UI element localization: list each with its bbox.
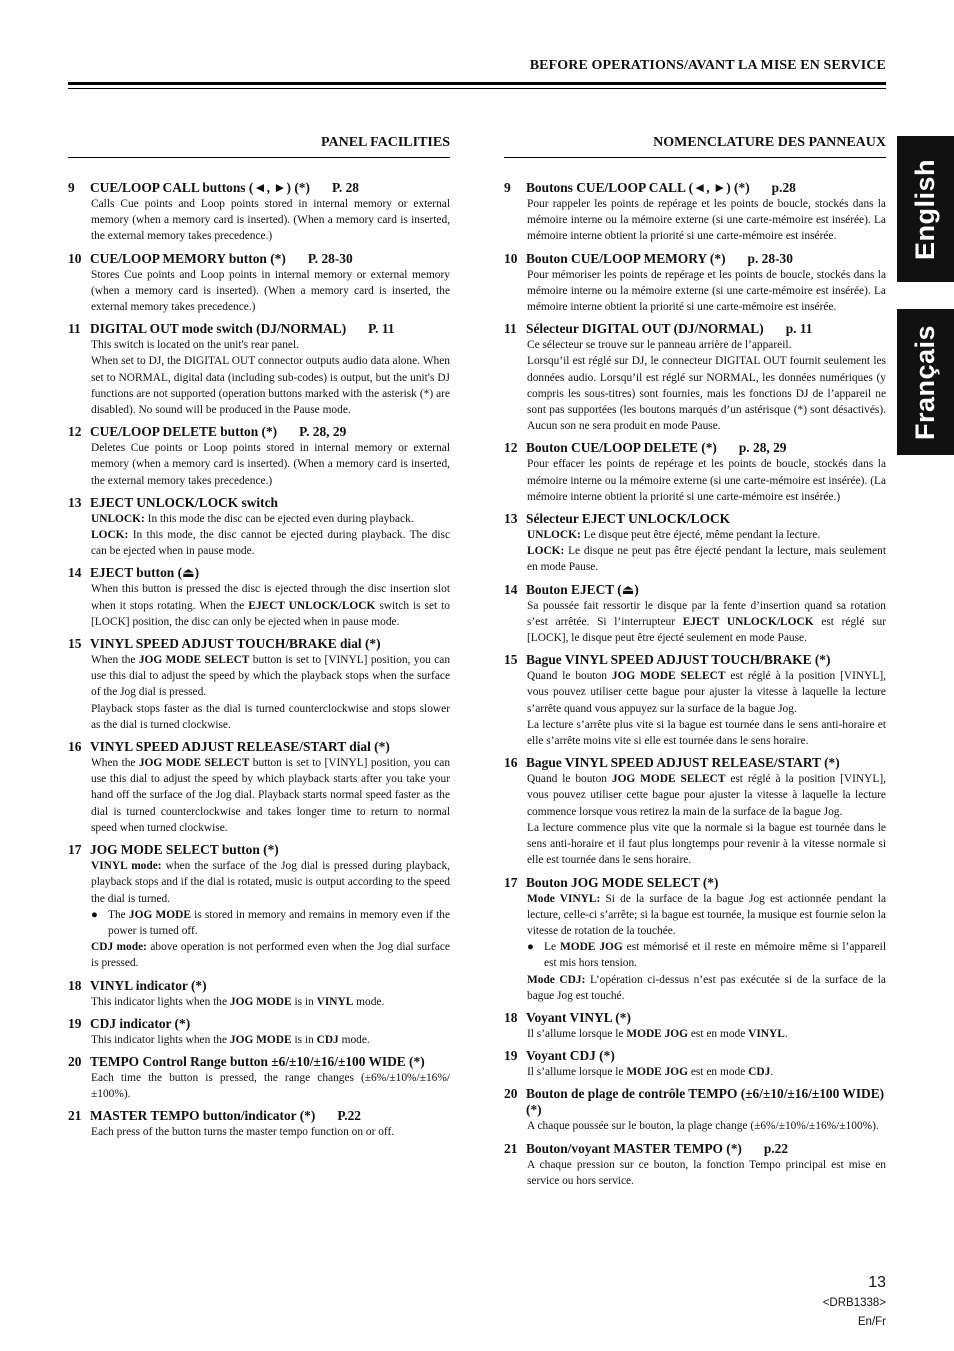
list-item: 10 Bouton CUE/LOOP MEMORY (*) p. 28-30 Pour mémoriser les points de repérage et les points de boucle, stockés dans la mémoire interne ou la mémoire externe (si une carte-mémoire est insérée). La mémoire interne obtient la priorité si une carte-mémoire est insérée. bbox=[504, 250, 886, 314]
list-item: 13 Sélecteur EJECT UNLOCK/LOCK UNLOCK: Le disque peut être éjecté, même pendant la lecture. LOCK: Le disque ne peut pas être éjecté pendant la lecture, mais seulement en mode Pause. bbox=[504, 511, 886, 574]
list-item: 20 TEMPO Control Range button ±6/±10/±16/±100 WIDE (*) Each time the button is pressed, the range changes (±6%/±10%/±16%/±100%). bbox=[68, 1053, 450, 1101]
section-title: NOMENCLATURE DES PANNEAUX bbox=[504, 135, 886, 158]
list-item: 20 Bouton de plage de contrôle TEMPO (±6/±10/±16/±100 WIDE) (*) A chaque poussée sur le bouton, la plage change (±6%/±10%/±16%/±100%). bbox=[504, 1086, 885, 1133]
list-item: 13 EJECT UNLOCK/LOCK switch UNLOCK: In this mode the disc can be ejected even during playback. LOCK: In this mode, the disc cannot be ejected during playback. The disc can be ejected when in pause mode. bbox=[68, 494, 450, 558]
list-item: 14 Bouton EJECT (⏏) Sa poussée fait ressortir le disque par la fente d’insertion quand sa rotation s’est arrêtée. Si l’interrupteur EJECT UNLOCK/LOCK est réglé sur [LOCK], le disque peut être éjecté seulement en mode Pause. bbox=[504, 581, 886, 645]
list-item: 15 VINYL SPEED ADJUST TOUCH/BRAKE dial (*) When the JOG MODE SELECT button is set to [VINYL] position, you can use this dial to adjust the speed by which the playback stops when the surface of the Jog dial is pressed. Playback stops faster as the dial is turned counterclockwise and stops slower as the dial is turned clockwise. bbox=[68, 636, 451, 731]
header-rule-thin bbox=[68, 88, 886, 89]
page-header: BEFORE OPERATIONS/AVANT LA MISE EN SERVICE bbox=[529, 58, 886, 73]
list-item: 16 Bague VINYL SPEED ADJUST RELEASE/START (*) Quand le bouton JOG MODE SELECT est réglé à la position [VINYL], vous pouvez utiliser cette bague pour ajuster la vitesse à laquelle la lecture commence lorsque vous retirez la main de la surface de la bague Jog. La lecture commence plus vite que la normale si la bague est tournée dans le sens anti-horaire et il faut plus longtemps pour revenir à la vitesse normale si elle est tournée dans le sens horaire. bbox=[504, 755, 886, 867]
list-item: 9 CUE/LOOP CALL buttons (◄, ►) (*) P. 28 Calls Cue points and Loop points stored in internal memory or external memory (when a memory card is inserted). (When a memory card is inserted, the external memory takes precedence.) bbox=[68, 180, 450, 243]
list-item: 14 EJECT button (⏏) When this button is pressed the disc is ejected through the disc insertion slot when it stops rotating. When the EJECT UNLOCK/LOCK switch is set to [LOCK] position, the disc can only be ejected when in pause mode. bbox=[68, 565, 450, 628]
list-item: 11 DIGITAL OUT mode switch (DJ/NORMAL) P. 11 This switch is located on the unit's rear panel. When set to DJ, the DIGITAL OUT connector outputs audio data alone. When set to NORMAL, digital data (including sub-codes) is output, but the unit's DJ functions are not supported (operation buttons marked with the asterisk (*) are disabled). No sound will be produced in the Pause mode. bbox=[68, 321, 450, 417]
list-item: 18 Voyant VINYL (*) Il s’allume lorsque le MODE JOG est en mode VINYL. bbox=[504, 1009, 788, 1040]
panel-facilities-column bbox=[68, 135, 450, 1147]
english-tab[interactable]: English bbox=[897, 136, 954, 282]
section-title: PANEL FACILITIES bbox=[68, 135, 450, 158]
list-item: 15 Bague VINYL SPEED ADJUST TOUCH/BRAKE (*) Quand le bouton JOG MODE SELECT est réglé à la position [VINYL], vous pouvez utiliser cette bague pour ajuster la vitesse à laquelle la lecture s’arrête quand vous appuyez sur la surface de la bague Jog. La lecture s’arrête plus vite si la bague est tournée dans le sens anti-horaire et elle s’arrête moins vite si elle est tournée dans le sens horaire. bbox=[504, 652, 886, 748]
language-code: En/Fr bbox=[857, 1316, 886, 1328]
list-item: 19 Voyant CDJ (*) Il s’allume lorsque le MODE JOG est en mode CDJ. bbox=[504, 1048, 774, 1079]
list-item: 21 MASTER TEMPO button/indicator (*) P.22 Each press of the button turns the master tempo function on or off. bbox=[68, 1108, 395, 1139]
bullet-icon: ● bbox=[91, 908, 98, 921]
list-item: 16 VINYL SPEED ADJUST RELEASE/START dial (*) When the JOG MODE SELECT button is set to [VINYL] position, you can use this dial to adjust the speed by which playback starts after you take your hand off the surface of the Jog dial. Playback starts normal speed faster as the dial is turned counterclockwise and takes longer time to return to normal speed when turned clockwise. bbox=[68, 739, 451, 834]
header-rule-thick bbox=[68, 82, 886, 85]
list-item: 12 CUE/LOOP DELETE button (*) P. 28, 29 Deletes Cue points or Loop points stored in internal memory or external memory (when a memory card is inserted). (When a memory card is inserted, the external memory takes precedence.) bbox=[68, 424, 450, 487]
francais-tab[interactable]: Français bbox=[897, 309, 954, 455]
list-item: 18 VINYL indicator (*) This indicator lights when the JOG MODE is in VINYL mode. bbox=[68, 977, 385, 1008]
page-number: 13 bbox=[868, 1274, 886, 1291]
nomenclature-column bbox=[504, 135, 886, 1195]
document-code: <DRB1338> bbox=[822, 1297, 886, 1309]
list-item: 21 Bouton/voyant MASTER TEMPO (*) p.22 A chaque pression sur ce bouton, la fonction Tempo principal est mise en service ou hors service. bbox=[504, 1140, 886, 1187]
list-item: 11 Sélecteur DIGITAL OUT (DJ/NORMAL) p. 11 Ce sélecteur se trouve sur le panneau arrière de l’appareil. Lorsqu’il est réglé sur DJ, le connecteur DIGITAL OUT fournit seulement les données audio. Lorsqu’il est réglé sur NORMAL, les données numériques (y compris les sous-titres) sont fournies, mais les fonctions DJ de l’appareil ne sont pas supportées (les boutons marqués d’un astérisque (*) sont désactivés). Aucun son ne sera produit en mode Pause. bbox=[504, 321, 886, 433]
bullet-icon: ● bbox=[527, 941, 534, 954]
list-item: 17 Bouton JOG MODE SELECT (*) Mode VINYL: Si de la surface de la bague Jog est actionnée pendant la lecture, celle-ci s’arrête; si la bague est tournée, la musique est fournie selon la vitesse de rotation de la touchée. ● Le MODE JOG est mémorisé et il reste en mémoire même si l’appareil est mis hors tension. Mode CDJ: L’opération ci-dessus n’est pas exécutée si de la surface de la bague Jog est touché. bbox=[504, 874, 887, 1002]
list-item: 9 Boutons CUE/LOOP CALL (◄, ►) (*) p.28 Pour rappeler les points de repérage et les points de boucle, stockés dans la mémoire interne ou la mémoire externe (si une carte-mémoire est insérée). La mémoire interne obtient la priorité si une carte-mémoire est insérée. bbox=[504, 180, 886, 243]
list-item: 19 CDJ indicator (*) This indicator lights when the JOG MODE is in CDJ mode. bbox=[68, 1015, 370, 1046]
list-item: 17 JOG MODE SELECT button (*) VINYL mode: when the surface of the Jog dial is pressed during playback, playback stops and if the dial is rotated, music is output according to the speed the dial is turned. ● The JOG MODE is stored in memory and remains in memory even if the power is turned off. CDJ mode: above operation is not performed even when the Jog dial surface is pressed. bbox=[68, 842, 451, 970]
list-item: 12 Bouton CUE/LOOP DELETE (*) p. 28, 29 Pour effacer les points de repérage et les points de boucle, stockés dans la mémoire interne ou la mémoire externe (si une carte-mémoire est insérée). (La mémoire interne obtient la priorité si une carte-mémoire est insérée.) bbox=[504, 440, 886, 503]
list-item: 10 CUE/LOOP MEMORY button (*) P. 28-30 Stores Cue points and Loop points in internal memory or external memory (when a memory card is inserted). (When a memory card is inserted, the external memory takes precedence.) bbox=[68, 250, 450, 314]
